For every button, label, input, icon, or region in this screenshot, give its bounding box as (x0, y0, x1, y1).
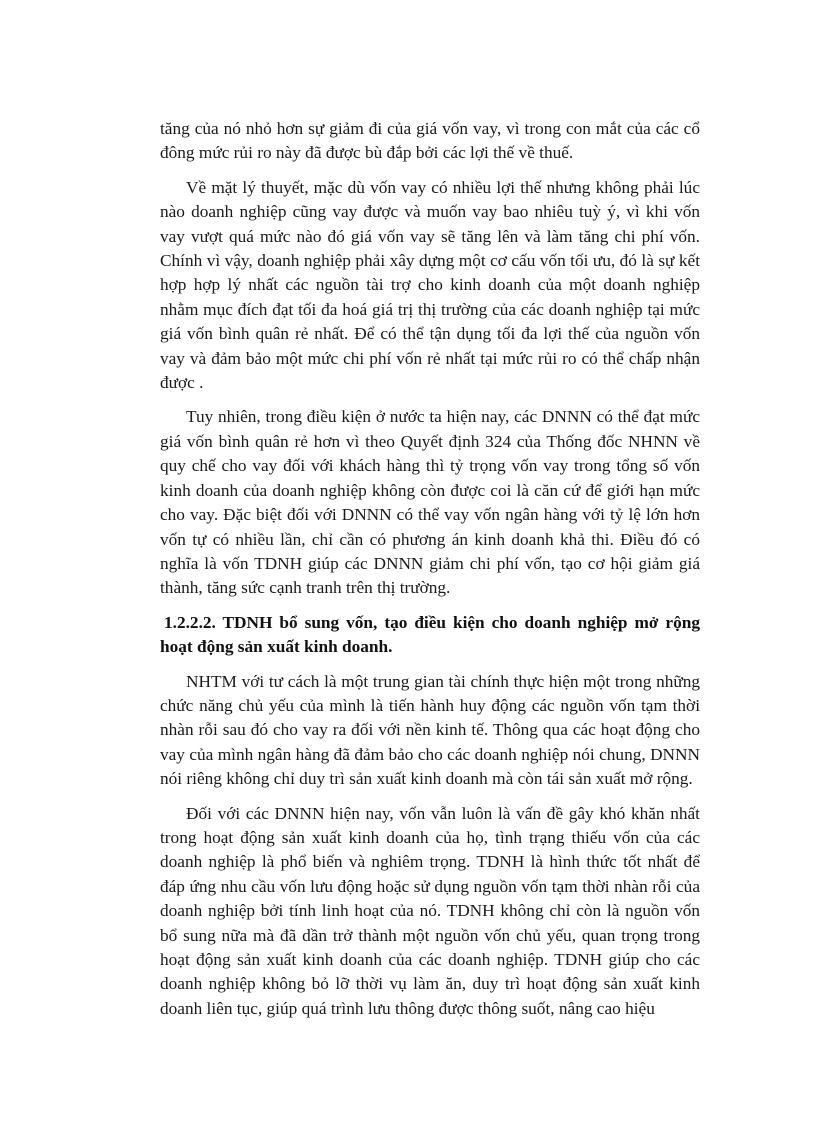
paragraph-continuation: tăng của nó nhỏ hơn sự giảm đi của giá vốn vay, vì trong con mắt của các cổ đông mức rủi ro này đã được bù đắp bởi các lợi thế về thuế. (160, 119, 700, 163)
page-content (160, 117, 700, 1021)
paragraph-conditions: Tuy nhiên, trong điều kiện ở nước ta hiện nay, các DNNN có thể đạt mức giá vốn bình quân rẻ hơn vì theo Quyết định 324 của Thống đốc NHNN về quy chế cho vay đối với khách hàng thì tỷ trọng vốn vay trong tổng số vốn kinh doanh của doanh nghiệp không còn được coi là căn cứ để giới hạn mức cho vay. Đặc biệt đối với DNNN có thể vay vốn ngân hàng với tỷ lệ lớn hơn vốn tự có nhiều lần, chỉ cần có phương án kinh doanh khả thi. Điều đó có nghĩa là vốn TDNH giúp các DNNN giảm chi phí vốn, tạo cơ hội giảm giá thành, tăng sức cạnh tranh trên thị trường. (160, 407, 700, 598)
section-heading: 1.2.2.2. TDNH bổ sung vốn, tạo điều kiện cho doanh nghiệp mở rộng hoạt động sản xuất kinh doanh. (160, 612, 700, 657)
paragraph-nhtm: NHTM với tư cách là một trung gian tài chính thực hiện một trong những chức năng chủ yếu của mình là tiến hành huy động các nguồn vốn tạm thời nhàn rỗi sau đó cho vay ra đối với nền kinh tế. Thông qua các hoạt động cho vay của mình ngân hàng đã đảm bảo cho các doanh nghiệp nói chung, DNNN nói riêng không chỉ duy trì sản xuất kinh doanh mà còn tái sản xuất mở rộng. (160, 671, 700, 789)
paragraph-theory: Về mặt lý thuyết, mặc dù vốn vay có nhiều lợi thế nhưng không phải lúc nào doanh nghiệp cũng vay được và muốn vay bao nhiêu tuỳ ý, vì khi vốn vay vượt quá mức nào đó giá vốn vay sẽ tăng lên và làm tăng chi phí vốn. Chính vì vậy, doanh nghiệp phải xây dựng một cơ cấu vốn tối ưu, đó là sự kết hợp hợp lý nhất các nguồn tài trợ cho kinh doanh của một doanh nghiệp nhằm mục đích đạt tối đa hoá giá trị thị trường của các doanh nghiệp tại mức giá vốn bình quân rẻ nhất. Để có thể tận dụng tối đa lợi thế của nguồn vốn vay và đảm bảo một mức chi phí vốn rẻ nhất tại mức rủi ro có thể chấp nhận được . (160, 177, 700, 393)
paragraph-dnnn: Đối với các DNNN hiện nay, vốn vẫn luôn là vấn đề gây khó khăn nhất trong hoạt động sản xuất kinh doanh của họ, tình trạng thiếu vốn của các doanh nghiệp là phổ biến và nghiêm trọng. TDNH là hình thức tốt nhất để đáp ứng nhu cầu vốn lưu động hoặc sử dụng nguồn vốn tạm thời nhàn rỗi của doanh nghiệp bởi tính linh hoạt của nó. TDNH không chỉ còn là nguồn vốn bổ sung nữa mà đã dần trở thành một nguồn vốn chủ yếu, quan trọng trong hoạt động sản xuất kinh doanh của các doanh nghiệp. TDNH giúp cho các doanh nghiệp không bỏ lỡ thời vụ làm ăn, duy trì hoạt động sản xuất kinh doanh liên tục, giúp quá trình lưu thông được thông suốt, nâng cao hiệu (160, 803, 700, 1018)
